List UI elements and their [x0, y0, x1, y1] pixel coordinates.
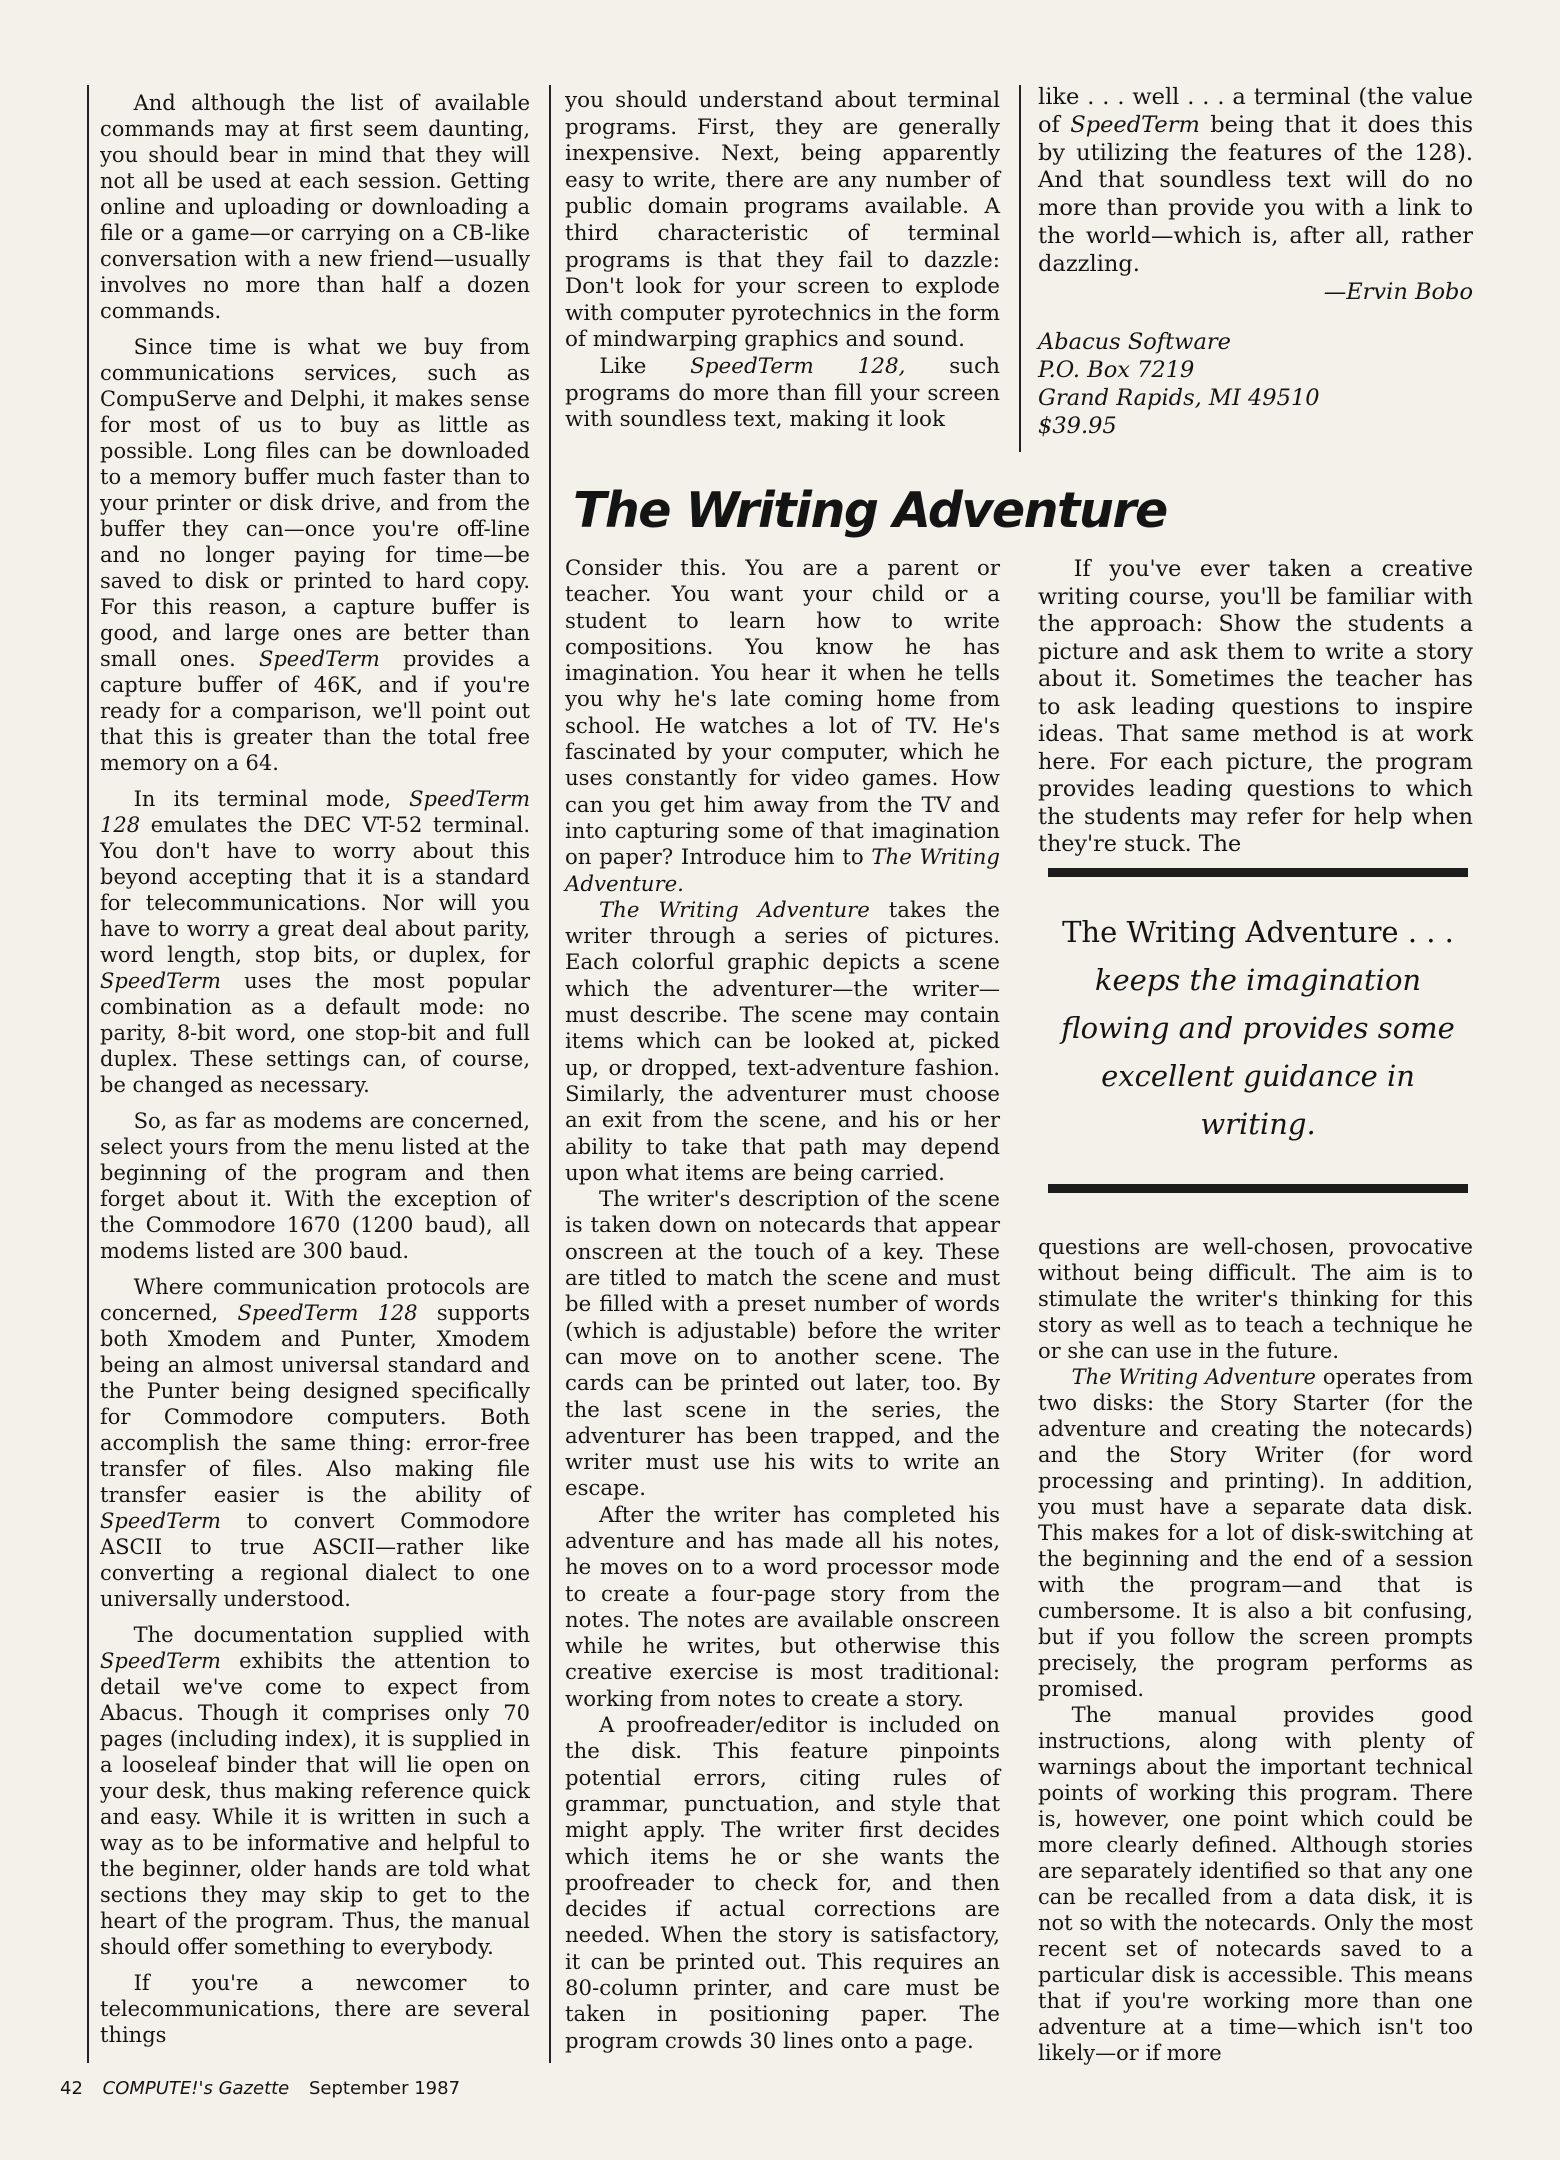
- paragraph: you should understand about terminal programs. First, they are generally inexpensive. Next, being apparently easy to write, there are any number of public domain programs available. A third characteristic of terminal programs is that they fail to dazzle: Don't look for your screen to explode with computer pyrotechnics in the form of mindwarping graphics and sound.: [565, 88, 1000, 353]
- publisher-address: [1038, 328, 1473, 440]
- paragraph: Like SpeedTerm 128, such programs do more than fill your screen with soundless text, making it look: [565, 353, 1000, 433]
- product-title: SpeedTerm: [100, 1509, 221, 1533]
- product-title: SpeedTerm 128: [100, 787, 530, 837]
- paragraph: Consider this. You are a parent or teacher. You want your child or a student to learn how to write compositions. You know he has imagination. You hear it when he tells you why he's late coming home from school. He watches a lot of TV. He's fascinated by your computer, which he uses constantly for video games. How can you get him away from the TV and into capturing some of that imagination on paper? Introduce him to The Writing Adventure.: [565, 556, 1000, 897]
- address-line: Abacus Software: [1038, 329, 1231, 356]
- pull-quote-top-bar: [1048, 868, 1468, 877]
- column-rule: [1019, 85, 1021, 452]
- column-rule: [549, 85, 551, 2063]
- column-1: [100, 90, 530, 2048]
- address-line: Grand Rapids, MI 49510: [1038, 385, 1320, 412]
- author-byline: —Ervin Bobo: [1323, 278, 1473, 305]
- column-3: [1038, 84, 1473, 440]
- column-4: [565, 556, 1000, 2055]
- pull-quote: [1048, 868, 1468, 1196]
- page-number: 42: [60, 2078, 83, 2099]
- paragraph: like . . . well . . . a terminal (the value of SpeedTerm being that it does this by utilizing the features of the 128). And that soundless text will do no more than provide you with a link to the world—which is, after all, rather dazzling.: [1038, 84, 1474, 277]
- paragraph: The writer's description of the scene is taken down on notecards that appear onscreen at the touch of a key. These are titled to match the scene and must be filled with a preset number of words (which is adjustable) before the writer can move on to another scene. The cards can be printed out later, too. By the last scene in the series, the adventurer has been trapped, and the writer must use his wits to write an escape.: [565, 1187, 1000, 1502]
- paragraph: A proofreader/editor is included on the disk. This feature pinpoints potential errors, citing rules of grammar, punctuation, and style that might apply. The writer first decides which items he or she wants the proofreader to check for, and then decides if actual corrections are needed. When the story is satisfactory, it can be printed out. This requires an 80-column printer, and care must be taken in positioning paper. The program crowds 30 lines onto a page.: [565, 1713, 1000, 2054]
- paragraph: The Writing Adventure operates from two disks: the Story Starter (for the adventure and creating the notecards) and the Story Writer (for word processing and printing). In addition, you must have a separate data disk. This makes for a lot of disk-switching at the beginning and the end of a session with the program—and that is cumbersome. It is also a bit confusing, but if you follow the screen prompts precisely, the program performs as promised.: [1038, 1365, 1473, 1701]
- paragraph: If you've ever taken a creative writing course, you'll be familiar with the approach: Show the students a picture and ask them to write a story about it. Sometimes the teacher has to ask leading questions to inspire ideas. That same method is at work here. For each picture, the program provides leading questions to which the students may refer for help when they're stuck. The: [1038, 556, 1473, 857]
- paragraph: The documentation supplied with SpeedTerm exhibits the attention to detail we've come to expect from Abacus. Though it comprises only 70 pages (including index), it is supplied in a looseleaf binder that will lie open on your desk, thus making reference quick and easy. While it is written in such a way as to be informative and helpful to the beginner, older hands are told what sections they may skip to get to the heart of the program. Thus, the manual should offer something to everybody.: [100, 1623, 530, 1959]
- column-5-bottom: [1038, 1234, 1473, 2066]
- product-title: SpeedTerm 128,: [690, 353, 906, 379]
- column-5-top: [1038, 556, 1473, 859]
- product-title: The Writing Adventure: [599, 897, 870, 923]
- paragraph: After the writer has completed his adventure and has made all his notes, he moves on to a word processor mode to create a four-page story from the notes. The notes are available onscreen while he writes, but otherwise this creative exercise is most traditional: working from notes to create a story.: [565, 1502, 1000, 1712]
- product-title: SpeedTerm: [258, 647, 380, 671]
- column-2: [565, 88, 1000, 434]
- article-headline: The Writing Adventure: [573, 482, 1167, 539]
- paragraph: Since time is what we buy from communications services, such as CompuServe and Delphi, it makes sense for most of us to buy as little as possible. Long files can be downloaded to a memory buffer much faster than to your printer or disk drive, and from the buffer they can—once you're off-line and no longer paying for time—be saved to disk or printed to hard copy. For this reason, a capture buffer is good, and large ones are better than small ones. SpeedTerm provides a capture buffer of 46K, and if you're ready for a comparison, we'll point out that this is greater than the total free memory on a 64.: [100, 335, 530, 775]
- product-title: SpeedTerm: [100, 1649, 221, 1673]
- page-footer: [60, 2078, 474, 2099]
- paragraph: And although the list of available commands may at first seem daunting, you should bear in mind that they will not all be used at each session. Getting online and uploading or downloading a file or a game—or carrying on a CB-like conversation with a new friend—usually involves no more than half a dozen commands.: [100, 91, 530, 323]
- product-title: SpeedTerm 128: [237, 1301, 418, 1325]
- magazine-name: COMPUTE!'s Gazette: [102, 2078, 290, 2099]
- paragraph: questions are well-chosen, provocative without being difficult. The aim is to stimulate the writer's thinking for this story as well as to teach a technique he or she can use in the future.: [1038, 1235, 1473, 1363]
- paragraph: So, as far as modems are concerned, select yours from the menu listed at the beginning of the program and then forget about it. With the exception of the Commodore 1670 (1200 baud), all modems listed are 300 baud.: [100, 1109, 530, 1263]
- paragraph: Where communication protocols are concerned, SpeedTerm 128 supports both Xmodem and Punter, Xmodem being an almost universal standard and the Punter being designed specifically for Commodore computers. Both accomplish the same thing: error-free transfer of files. Also making file transfer easier is the ability of SpeedTerm to convert Commodore ASCII to true ASCII—rather like converting a regional dialect to one universally understood.: [100, 1275, 530, 1611]
- paragraph: In its terminal mode, SpeedTerm 128 emulates the DEC VT-52 terminal. You don't have to worry about this beyond accepting that it is a standard for telecommunications. Nor will you have to worry a great deal about parity, word length, stop bits, or duplex, for SpeedTerm uses the most popular combination as a default mode: no parity, 8-bit word, one stop-bit and full duplex. These settings can, of course, be changed as necessary.: [100, 787, 530, 1097]
- pull-quote-title: The Writing Adventure . . .: [1062, 915, 1454, 949]
- paragraph: The Writing Adventure takes the writer through a series of pictures. Each colorful graphic depicts a scene which the adventurer—the writer—must describe. The scene may contain items which can be looked at, picked up, or dropped, text-adventure fashion. Similarly, the adventurer must choose an exit from the scene, and his or her ability to take that path may depend upon what items are being carried.: [565, 897, 1000, 1186]
- paragraph: The manual provides good instructions, along with plenty of warnings about the important technical points of working this program. There is, however, one point which could be more clearly defined. Although stories are separately identified so that any one can be recalled from a data disk, it is not so with the notecards. Only the most recent set of notecards saved to a particular disk is accessible. This means that if you're working more than one adventure at a time—which isn't too likely—or if more: [1038, 1703, 1473, 2065]
- product-title: The Writing Adventure: [1071, 1365, 1316, 1389]
- paragraph: If you're a newcomer to telecommunications, there are several things: [100, 1971, 530, 2047]
- address-line: P.O. Box 7219: [1038, 357, 1195, 384]
- product-title: SpeedTerm: [1070, 111, 1200, 138]
- pull-quote-body: keeps the imagination flowing and provides some excellent guidance in writing.: [1061, 963, 1455, 1141]
- column-rule: [87, 85, 89, 2063]
- pull-quote-bottom-bar: [1048, 1184, 1468, 1193]
- product-title: The Writing Adventure.: [565, 845, 1000, 897]
- product-title: SpeedTerm: [100, 969, 221, 993]
- pull-quote-text: [1048, 908, 1468, 1148]
- price: $39.95: [1038, 413, 1117, 440]
- issue-date: September 1987: [309, 2078, 461, 2099]
